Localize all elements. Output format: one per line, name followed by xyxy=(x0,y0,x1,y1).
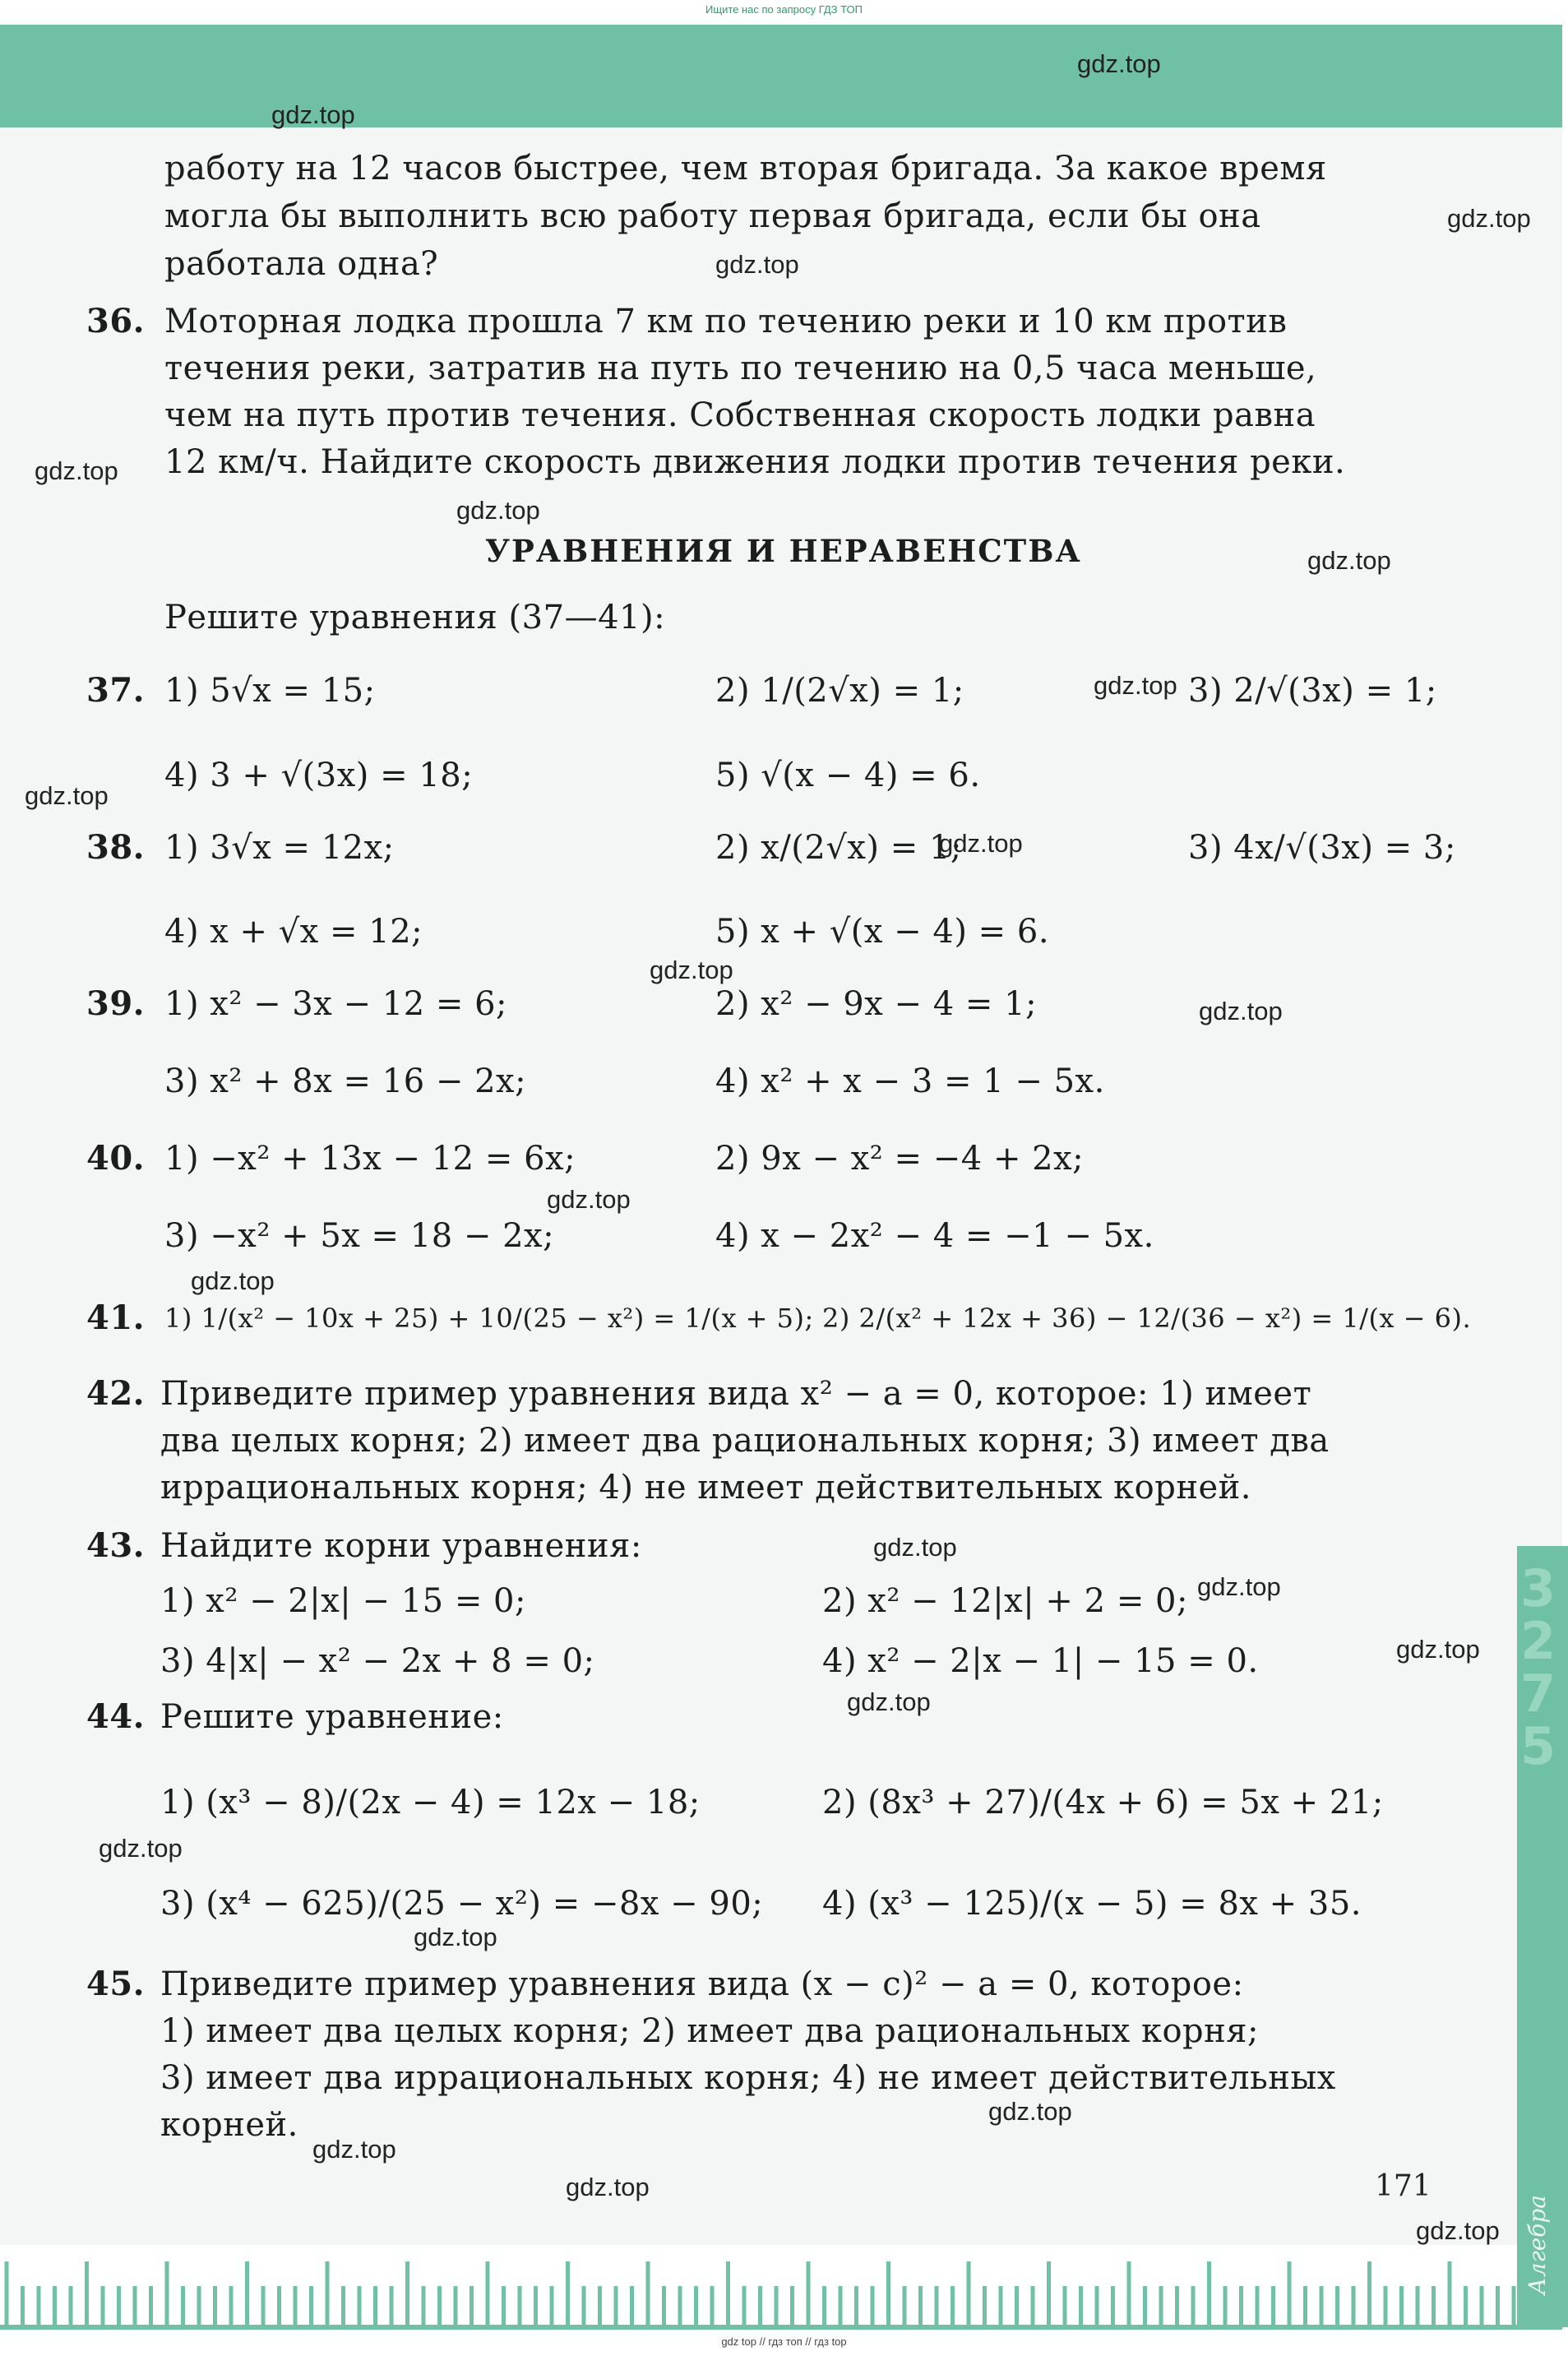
problem-number: 36. xyxy=(86,302,146,340)
problem-number: 39. xyxy=(86,984,146,1023)
watermark: gdz.top xyxy=(1197,1572,1281,1601)
watermark: gdz.top xyxy=(99,1834,183,1863)
text-line: Моторная лодка прошла 7 км по течению реки и 10 км против xyxy=(164,303,1288,340)
equation: 1) 1/(x² − 10x + 25) + 10/(25 − x²) = 1/(x + 5); xyxy=(164,1303,814,1334)
equation: 2) x² − 12|x| + 2 = 0; xyxy=(822,1582,1188,1620)
problem-number: 44. xyxy=(86,1697,146,1736)
section-title: УРАВНЕНИЯ И НЕРАВЕНСТВА xyxy=(485,533,1082,569)
equation: 2) 2/(x² + 12x + 36) − 12/(36 − x²) = 1/(x − 6). xyxy=(822,1303,1472,1334)
text-line: Решите уравнения (37—41): xyxy=(164,599,666,636)
equation: 4) x² + x − 3 = 1 − 5x. xyxy=(715,1062,1105,1100)
equation: 2) (8x³ + 27)/(4x + 6) = 5x + 21; xyxy=(822,1784,1384,1821)
equation: 2) 9x − x² = −4 + 2x; xyxy=(715,1140,1085,1178)
watermark: gdz.top xyxy=(271,100,355,129)
equation: 1) 5√x = 15; xyxy=(164,672,376,710)
equation: 1) x² − 3x − 12 = 6; xyxy=(164,985,508,1023)
side-tab xyxy=(1517,1546,1568,2327)
equation: 4) x + √x = 12; xyxy=(164,913,423,951)
equation: 3) 2/√(3x) = 1; xyxy=(1188,672,1437,710)
watermark: gdz.top xyxy=(1447,204,1531,233)
equation: 3) −x² + 5x = 18 − 2x; xyxy=(164,1217,555,1255)
text-line: иррациональных корня; 4) не имеет действительных корней. xyxy=(160,1469,1252,1507)
text-line: Решите уравнение: xyxy=(160,1698,504,1736)
problem-number: 40. xyxy=(86,1139,146,1178)
page-number: 171 xyxy=(1375,2169,1432,2203)
problem-number: 42. xyxy=(86,1374,146,1413)
problem-number: 43. xyxy=(86,1526,146,1565)
equation: 1) 3√x = 12x; xyxy=(164,829,395,867)
equation: 1) x² − 2|x| − 15 = 0; xyxy=(160,1582,526,1620)
watermark: gdz.top xyxy=(988,2097,1072,2126)
equation: 3) 4x/√(3x) = 3; xyxy=(1188,829,1456,867)
watermark: gdz.top xyxy=(715,250,799,279)
text-line: два целых корня; 2) имеет два рациональных корня; 3) имеет два xyxy=(160,1422,1330,1460)
equation: 4) x − 2x² − 4 = −1 − 5x. xyxy=(715,1217,1154,1255)
equation: 3) 4|x| − x² − 2x + 8 = 0; xyxy=(160,1642,595,1680)
text-line: 3) имеет два иррациональных корня; 4) не имеет действительных xyxy=(160,2059,1336,2097)
equation: 2) x² − 9x − 4 = 1; xyxy=(715,985,1038,1023)
watermark: gdz.top xyxy=(414,1923,497,1951)
text-line: могла бы выполнить всю работу первая бригада, если бы она xyxy=(164,197,1261,235)
equation: 2) 1/(2√x) = 1; xyxy=(715,672,964,710)
text-line: 12 км/ч. Найдите скорость движения лодки против течения реки. xyxy=(164,443,1346,481)
watermark: gdz.top xyxy=(847,1687,931,1716)
watermark: gdz.top xyxy=(1307,546,1391,575)
equation: 4) (x³ − 125)/(x − 5) = 8x + 35. xyxy=(822,1885,1362,1923)
equation: 2) x/(2√x) = 1; xyxy=(715,829,962,867)
watermark: gdz.top xyxy=(25,781,109,810)
watermark: gdz.top xyxy=(312,2135,396,2164)
header-note: Ищите нас по запросу ГДЗ ТОП xyxy=(705,3,863,16)
watermark: gdz.top xyxy=(1094,671,1177,700)
problem-number: 45. xyxy=(86,1965,146,2003)
text-line: корней. xyxy=(160,2106,298,2144)
text-line: 1) имеет два целых корня; 2) имеет два рациональных корня; xyxy=(160,2012,1260,2050)
watermark: gdz.top xyxy=(191,1266,275,1295)
watermark: gdz.top xyxy=(873,1533,957,1562)
text-line: Найдите корни уравнения: xyxy=(160,1527,642,1565)
watermark: gdz.top xyxy=(566,2173,650,2201)
watermark: gdz.top xyxy=(35,456,118,485)
equation: 3) (x⁴ − 625)/(25 − x²) = −8x − 90; xyxy=(160,1885,764,1923)
problem-number: 38. xyxy=(86,828,146,867)
side-tab-digits: 3 2 7 5 xyxy=(1520,1558,1556,1776)
text-line: чем на путь против течения. Собственная скорость лодки равна xyxy=(164,396,1316,434)
text-line: Приведите пример уравнения вида x² − a = 0, которое: 1) имеет xyxy=(160,1375,1312,1413)
footer-note: gdz top // гдз топ // гдз top xyxy=(721,2335,847,2348)
text-line: течения реки, затратив на путь по течению на 0,5 часа меньше, xyxy=(164,349,1317,387)
equation: 1) −x² + 13x − 12 = 6x; xyxy=(164,1140,576,1178)
top-color-band xyxy=(0,25,1562,127)
side-tab-label: Алгебра xyxy=(1524,2194,1551,2294)
watermark: gdz.top xyxy=(939,829,1023,858)
watermark: gdz.top xyxy=(1396,1635,1480,1664)
equation: 4) 3 + √(3x) = 18; xyxy=(164,757,474,794)
equation: 5) x + √(x − 4) = 6. xyxy=(715,913,1050,951)
watermark: gdz.top xyxy=(1416,2216,1500,2245)
equation: 4) x² − 2|x − 1| − 15 = 0. xyxy=(822,1642,1259,1680)
text-line: работала одна? xyxy=(164,245,439,283)
problem-number: 41. xyxy=(86,1298,146,1337)
equation: 3) x² + 8x = 16 − 2x; xyxy=(164,1062,527,1100)
watermark: gdz.top xyxy=(456,496,540,525)
watermark: gdz.top xyxy=(1199,997,1283,1025)
text-line: Приведите пример уравнения вида (x − c)² − a = 0, которое: xyxy=(160,1965,1244,2003)
watermark: gdz.top xyxy=(547,1185,631,1214)
equation: 5) √(x − 4) = 6. xyxy=(715,757,981,794)
watermark: gdz.top xyxy=(1077,49,1161,78)
ruler-strip xyxy=(0,2245,1562,2334)
equation: 1) (x³ − 8)/(2x − 4) = 12x − 18; xyxy=(160,1784,701,1821)
watermark: gdz.top xyxy=(650,956,733,984)
text-line: работу на 12 часов быстрее, чем вторая бригада. За какое время xyxy=(164,150,1327,187)
problem-number: 37. xyxy=(86,671,146,710)
